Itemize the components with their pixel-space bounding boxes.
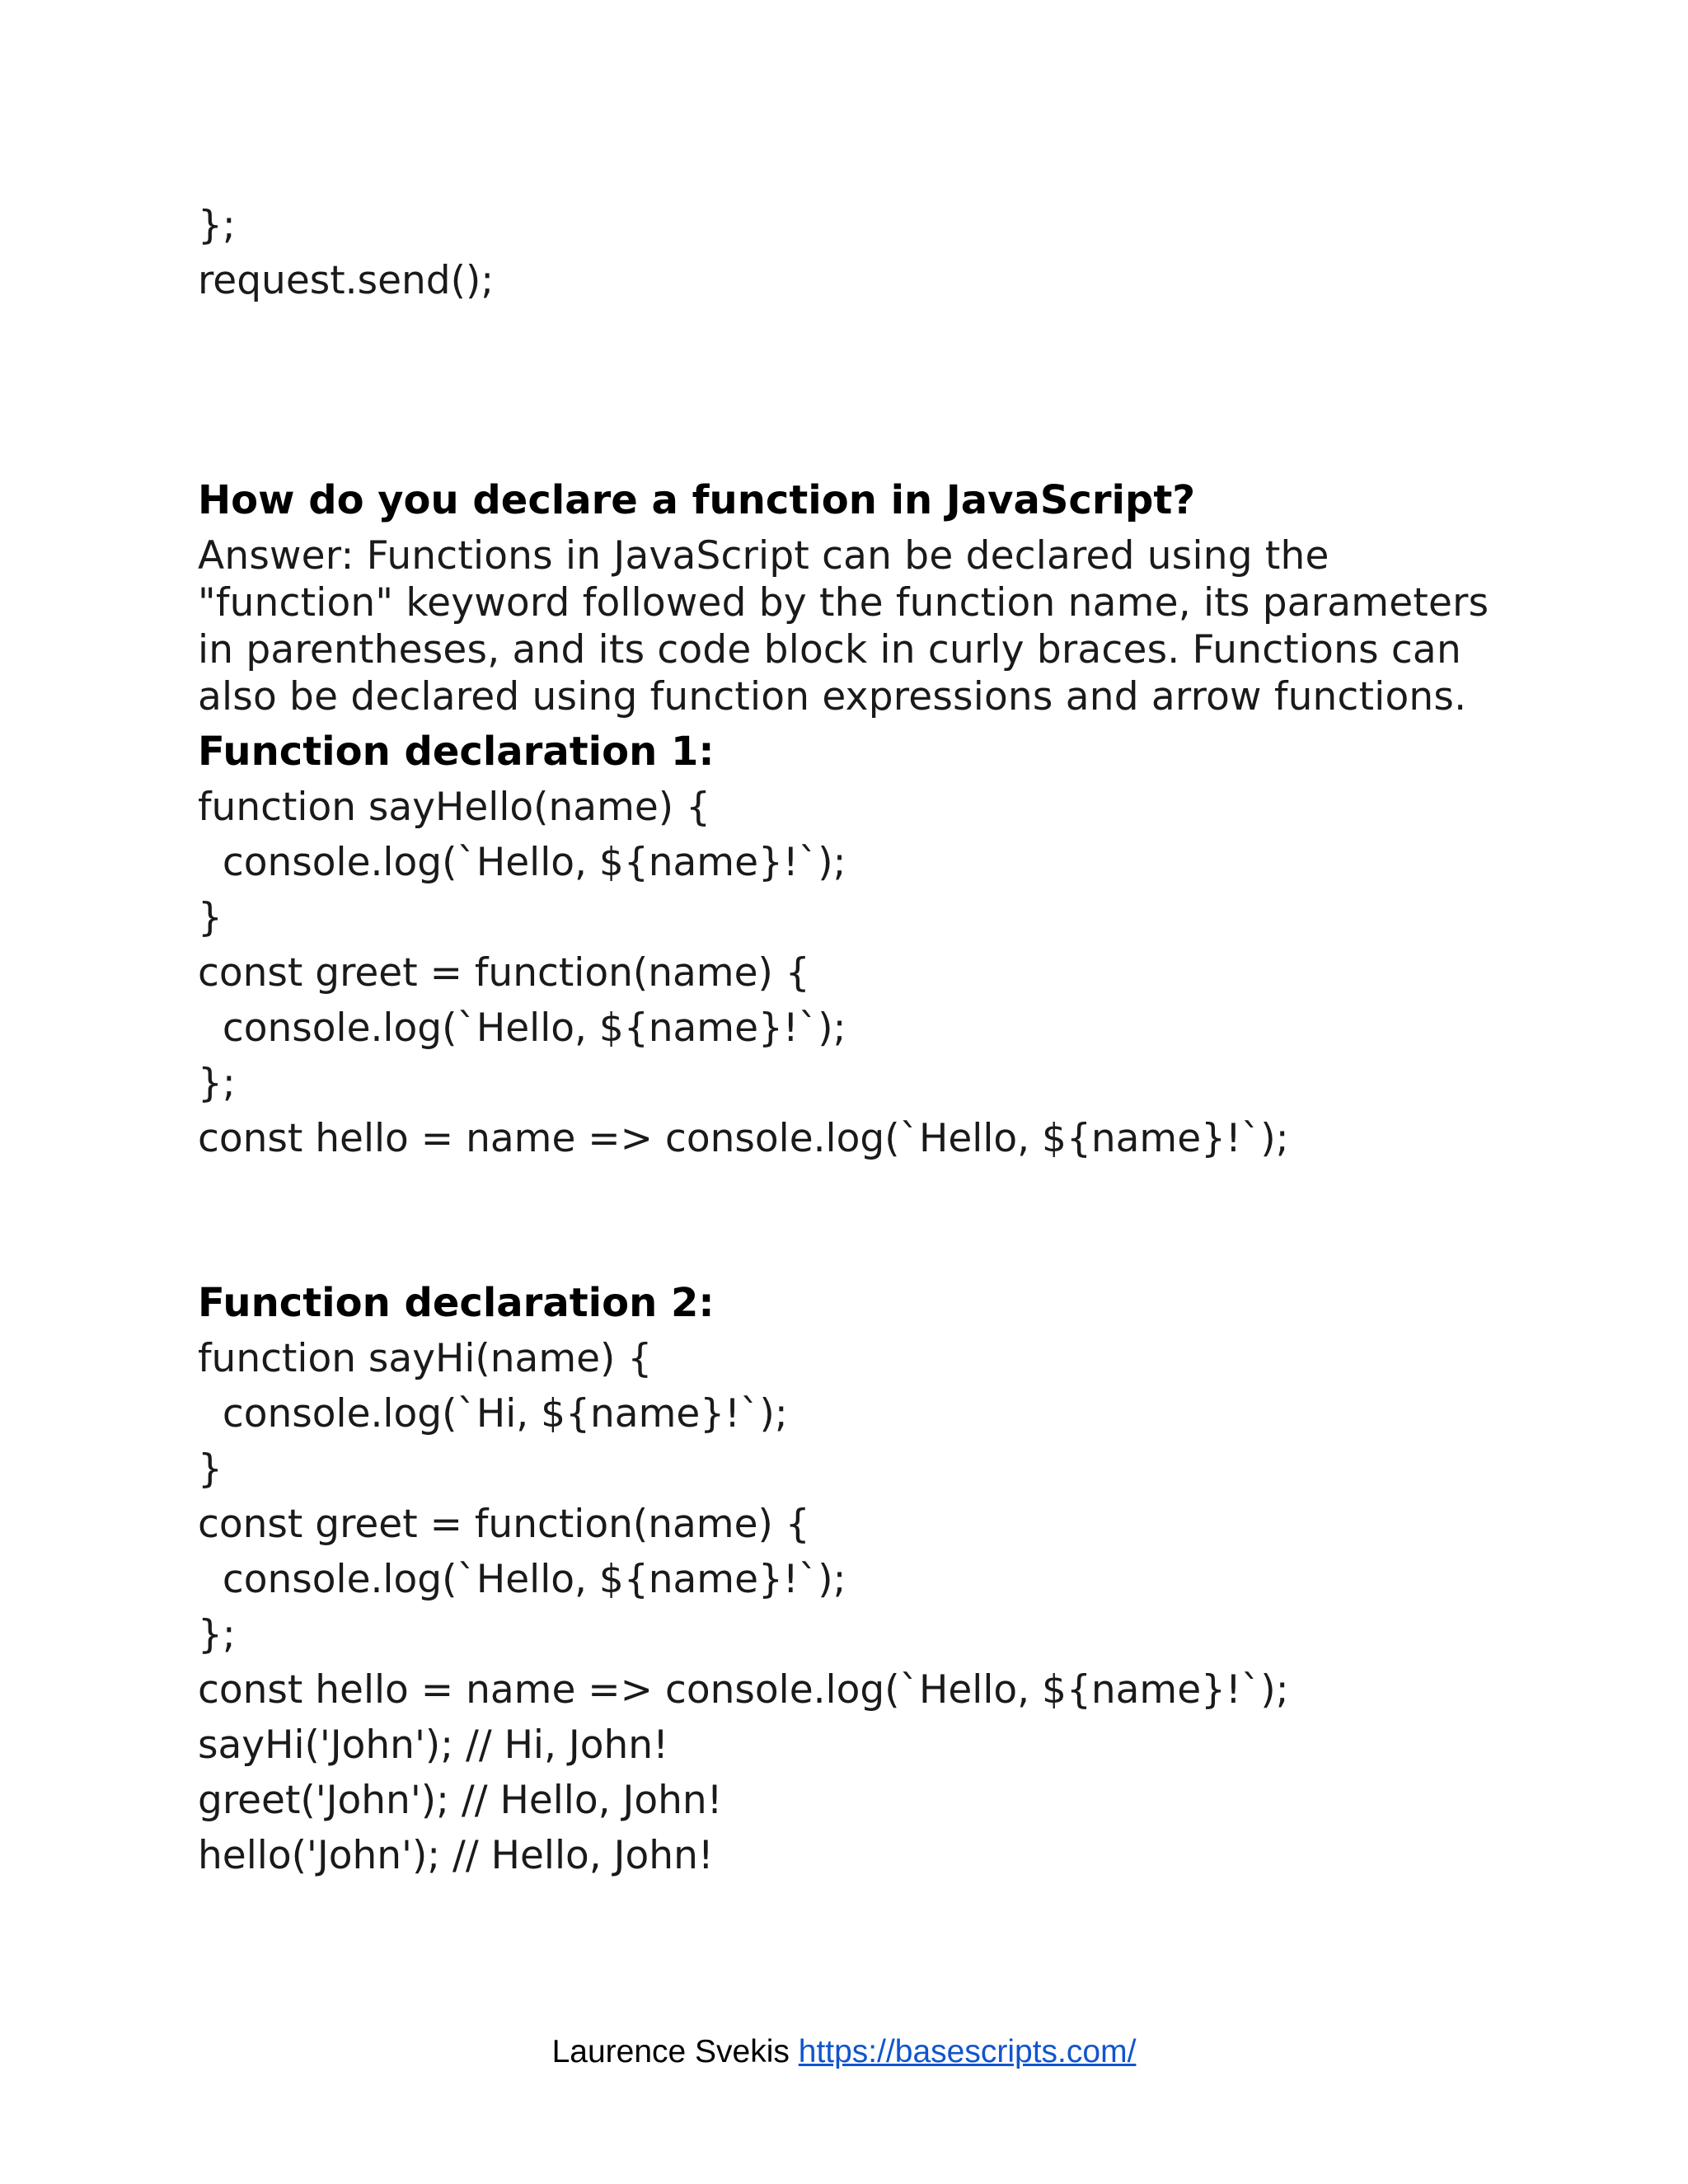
code-line: const hello = name => console.log(`Hello, ${name}!`); (198, 1667, 1289, 1713)
section2-code-block (198, 1331, 1517, 1883)
code-line: console.log(`Hello, ${name}!`); (198, 1005, 846, 1051)
page-footer (0, 2032, 1688, 2073)
footer-author: Laurence Svekis (551, 2034, 799, 2069)
page-content (198, 198, 1517, 1883)
code-line: console.log(`Hello, ${name}!`); (198, 840, 846, 885)
code-line: }; (198, 1061, 236, 1106)
section1-heading: Function declaration 1: (198, 729, 715, 775)
code-line: console.log(`Hi, ${name}!`); (198, 1391, 788, 1436)
code-line: console.log(`Hello, ${name}!`); (198, 1557, 846, 1602)
code-line: sayHi('John'); // Hi, John! (198, 1722, 668, 1768)
answer-paragraph: Answer: Functions in JavaScript can be declared using the "function" keyword followed by the function name, its parameters in parentheses, and its code block in curly braces. Functions can also be declared using function expressions and arrow functions. (198, 533, 1489, 719)
code-line: function sayHello(name) { (198, 785, 710, 830)
code-line: }; (198, 1612, 236, 1657)
code-line: const greet = function(name) { (198, 1502, 810, 1547)
code-line: greet('John'); // Hello, John! (198, 1778, 723, 1823)
section1-code-block (198, 780, 1517, 1166)
code-line: hello('John'); // Hello, John! (198, 1833, 714, 1878)
code-line: function sayHi(name) { (198, 1336, 653, 1381)
code-line: const hello = name => console.log(`Hello, ${name}!`); (198, 1116, 1289, 1161)
code-line: request.send(); (198, 258, 495, 303)
code-line: const greet = function(name) { (198, 950, 810, 996)
top-code-block (198, 198, 1517, 308)
spacer (198, 1166, 1517, 1276)
spacer (198, 308, 1517, 473)
section2-heading: Function declaration 2: (198, 1280, 715, 1326)
footer-link[interactable]: https://basescripts.com/ (798, 2034, 1137, 2069)
code-line: } (198, 1446, 223, 1492)
code-line: } (198, 895, 223, 940)
question-heading: How do you declare a function in JavaScript? (198, 477, 1196, 523)
code-line: }; (198, 203, 236, 248)
